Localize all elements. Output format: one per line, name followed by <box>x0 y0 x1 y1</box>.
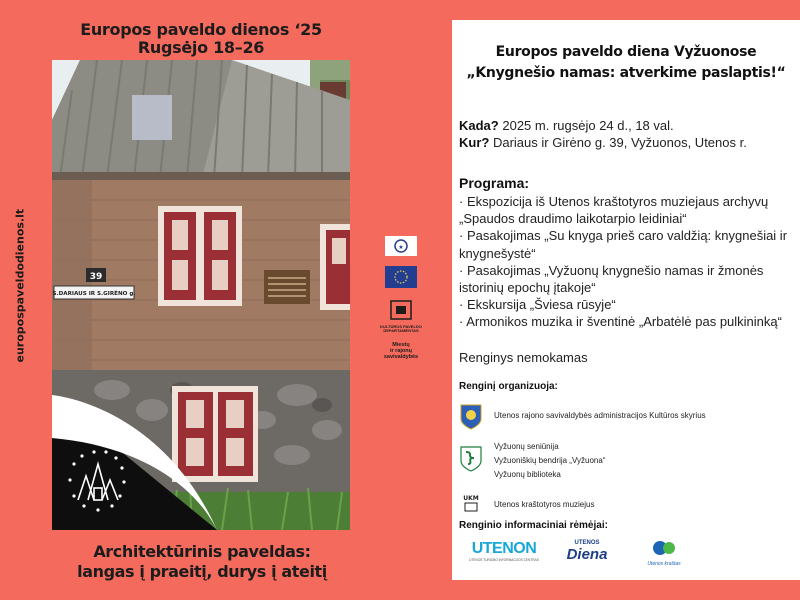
sponsors-heading: Renginio informaciniai rėmėjai: <box>459 520 608 531</box>
utenon-logo-text: UTENON <box>471 540 537 557</box>
vertical-url[interactable]: europospaveldodienos.lt <box>13 208 27 363</box>
event-where <box>459 135 747 150</box>
program-line: · Pasakojimas „Su knyga prieš caro valdžią: knygnešiai ir <box>459 228 788 244</box>
utenon-logo-subtext: UTENOS TURIZMO INFORMACIJOS CENTRAS <box>469 558 539 562</box>
when-value: 2025 m. rugsėjo 24 d., 18 val. <box>502 118 674 133</box>
organizer-2-line3: Vyžuonų biblioteka <box>494 470 561 479</box>
utenon-logo <box>468 540 540 562</box>
event-subtitle: „Knygnešio namas: atverkime paslaptis!“ <box>466 65 786 81</box>
program-heading: Programa: <box>459 175 530 191</box>
utenos-krastas-logo <box>642 540 686 567</box>
program-list <box>459 193 800 331</box>
poster-footer-line2: langas į praeitį, durys į ateitį <box>77 562 327 581</box>
municipalities-label-1: Miestų <box>392 342 410 348</box>
vyzuonos-crest-icon <box>460 446 482 472</box>
utenos-diena-top: UTENOS <box>574 540 600 546</box>
utenos-krastas-text: Utenos kraštas <box>647 561 681 567</box>
when-label: Kada? <box>459 118 499 133</box>
program-line: „Spaudos draudimo laikotarpio leidiniai“ <box>459 211 687 227</box>
poster-header-dates: Rugsėjo 18–26 <box>137 38 265 57</box>
svg-text:S.DARIAUS IR S.GIRĖNO g.: S.DARIAUS IR S.GIRĖNO g. <box>52 291 136 297</box>
house-photo <box>52 60 350 530</box>
program-line: · Ekskursija „Šviesa rūsyje“ <box>459 297 616 313</box>
organizer-2-line2: Vyžuoniškių bendrija „Vyžuona“ <box>494 456 606 465</box>
program-line: knygnešystė“ <box>459 245 536 261</box>
event-info-panel <box>452 20 800 580</box>
free-entry-note: Renginys nemokamas <box>459 350 588 365</box>
municipalities-label-2: ir rajonų <box>389 348 412 354</box>
poster-footer-line1: Architektūrinis paveldas: <box>93 542 311 561</box>
where-value: Dariaus ir Girėno g. 39, Vyžuonos, Utenos r. <box>492 135 747 150</box>
organizers-heading: Renginį organizuoja: <box>459 381 558 392</box>
utenos-diena-logo <box>552 540 622 562</box>
program-line: · Ekspozicija iš Utenos kraštotyros muziejaus archyvų <box>459 194 769 209</box>
svg-text:★: ★ <box>398 244 404 251</box>
kpd-label: KULTŪROS PAVELDO DEPARTAMENTAS <box>380 324 422 334</box>
municipalities-label-3: savivaldybės <box>383 354 419 360</box>
ukm-logo-text: UKM <box>463 495 479 502</box>
kpd-logo <box>378 300 424 334</box>
organizer-2-line1: Vyžuonų seniūnija <box>494 442 559 451</box>
program-line: istorinių epochų įtakoje“ <box>459 280 596 296</box>
utenos-krastas-icon <box>652 540 676 556</box>
svg-text:39: 39 <box>89 272 103 282</box>
organizer-1: Utenos rajono savivaldybės administracijos Kultūros skyrius <box>494 411 706 420</box>
poster-header-title: Europos paveldo dienos ‘25 <box>80 20 322 39</box>
municipalities-logo <box>378 342 424 360</box>
program-line: · Pasakojimas „Vyžuonų knygnešio namas ir žmonės <box>459 262 764 278</box>
event-title: Europos paveldo diena Vyžuonose <box>495 44 757 60</box>
where-label: Kur? <box>459 135 490 150</box>
utena-crest-icon <box>460 404 482 430</box>
council-of-europe-logo <box>378 236 424 261</box>
program-line: · Armonikos muzika ir šventinė „Arbatėlė pas pulkininką“ <box>459 314 782 330</box>
european-union-logo <box>378 266 424 293</box>
organizer-3: Utenos kraštotyros muziejus <box>494 500 595 509</box>
ukm-logo-icon <box>460 493 482 513</box>
event-when <box>459 118 674 133</box>
utenos-diena-text: Diena <box>566 546 608 563</box>
